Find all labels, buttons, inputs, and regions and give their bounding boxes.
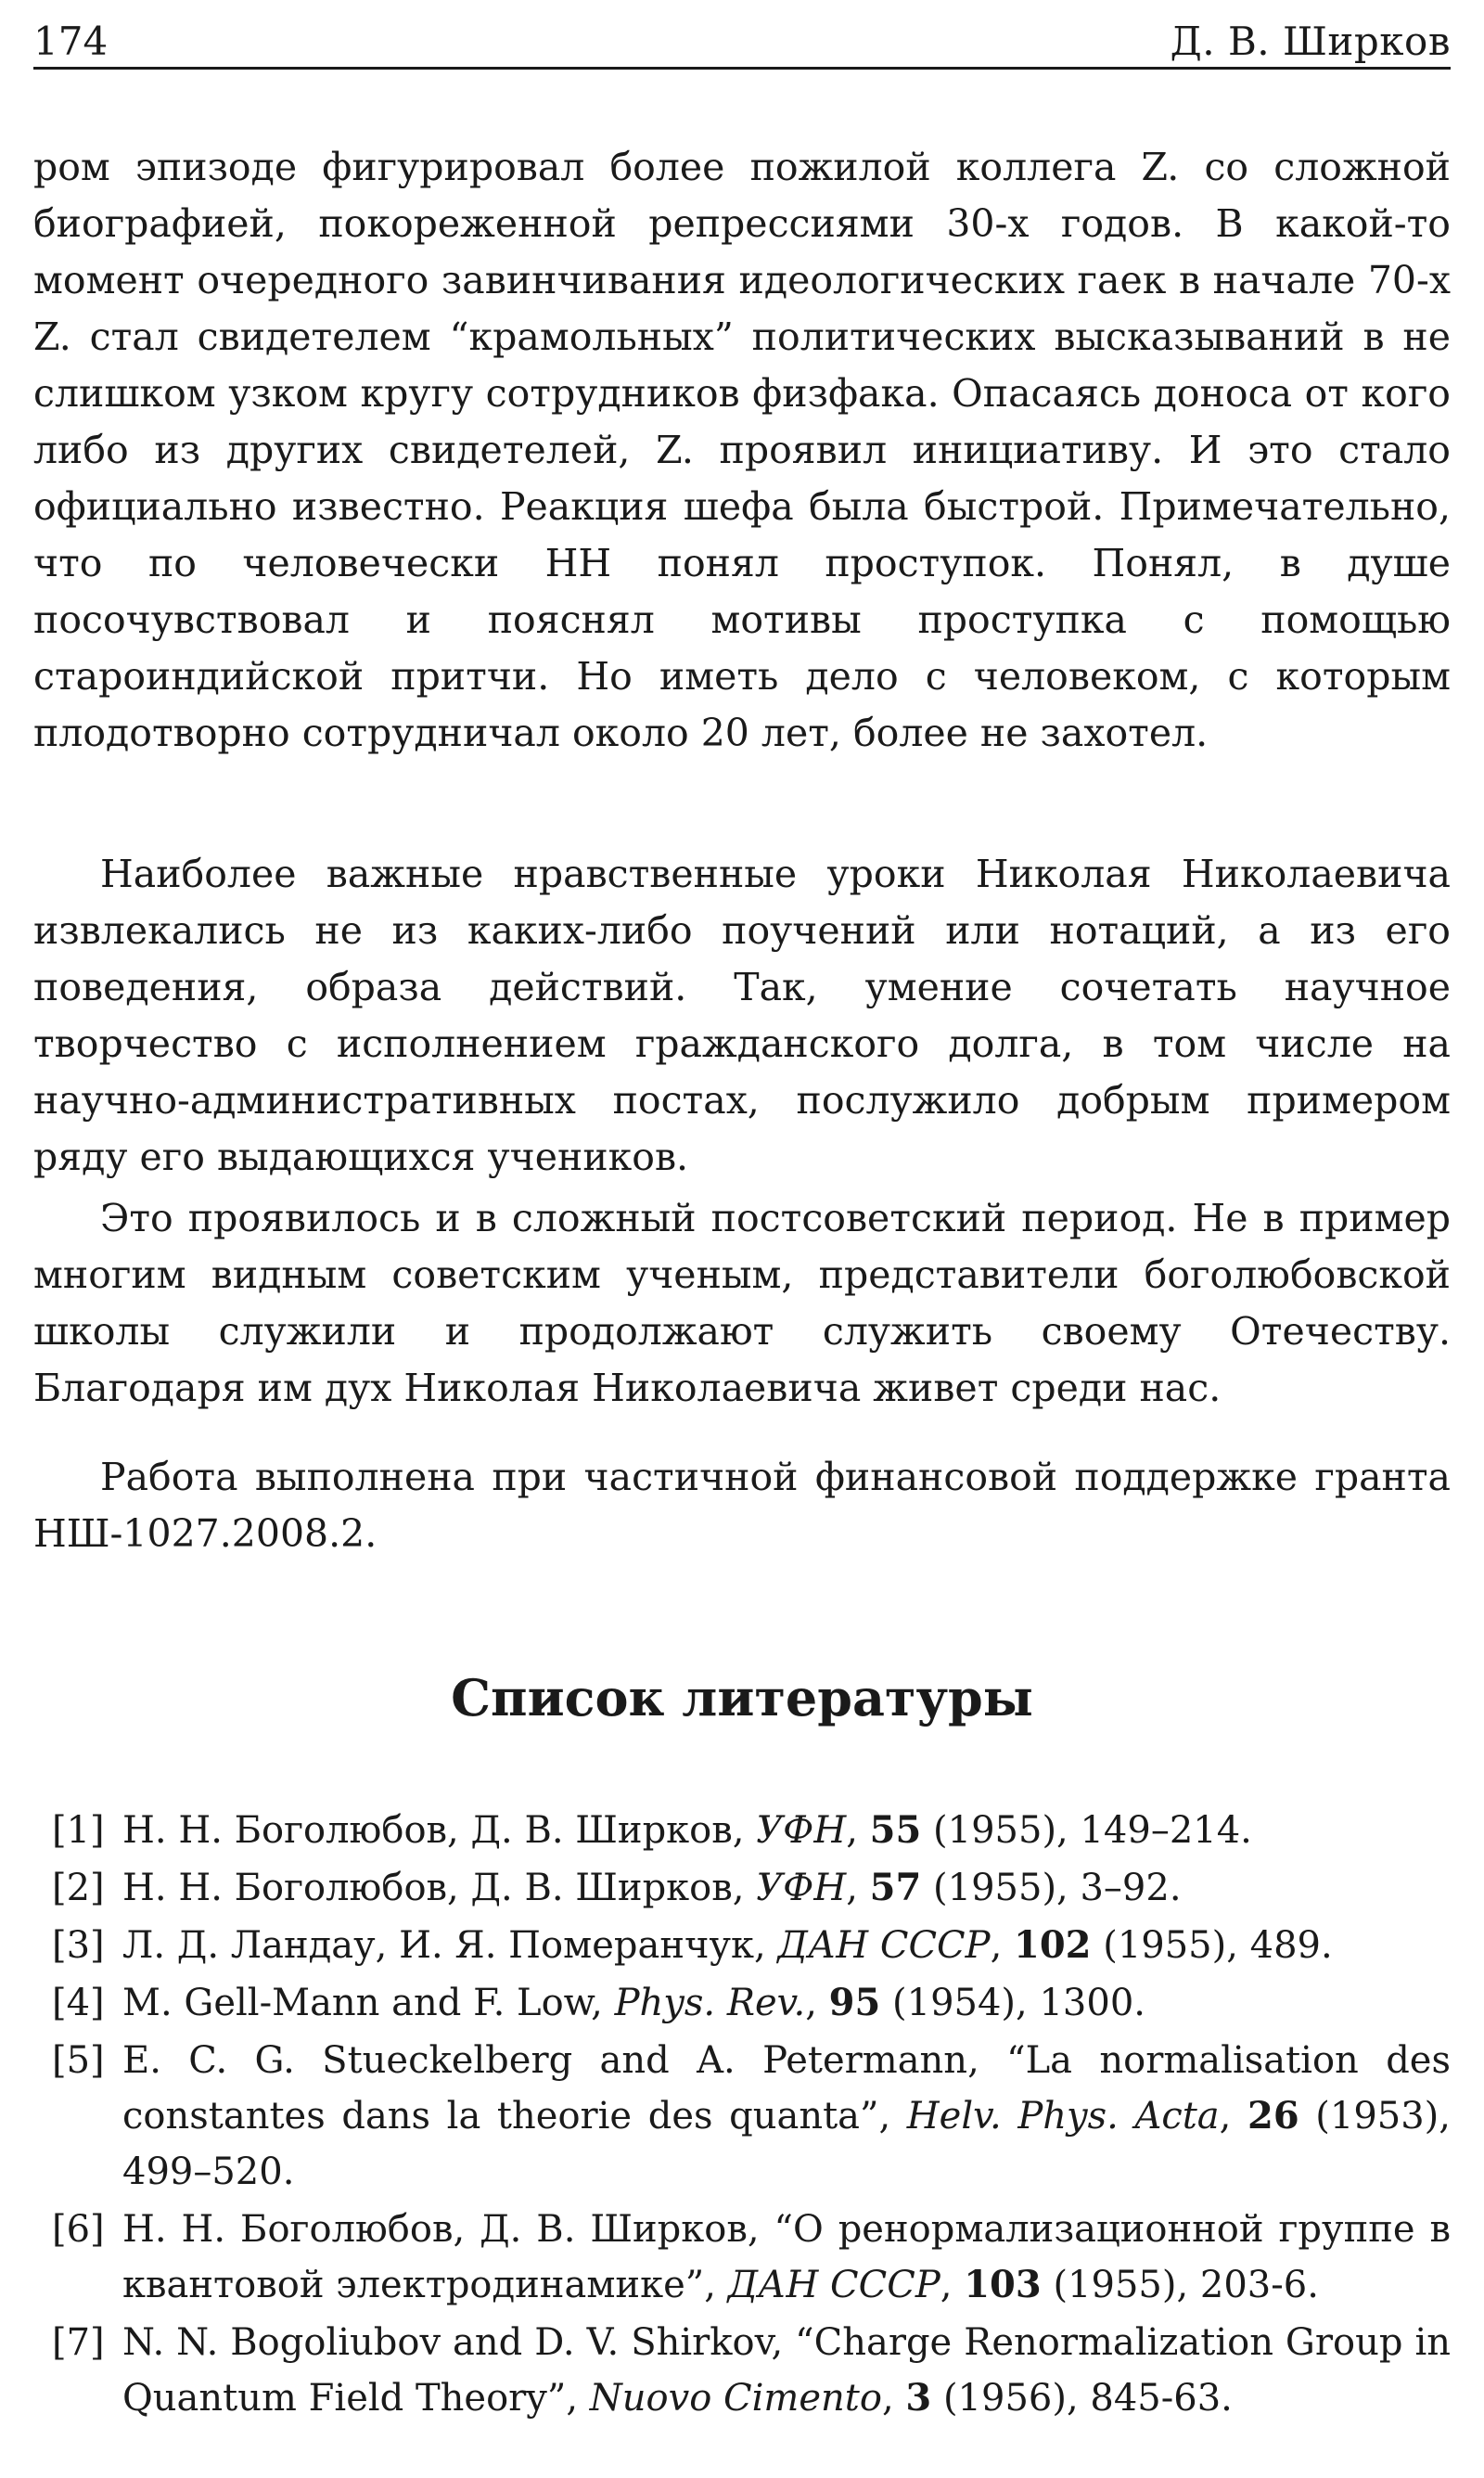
reference-year-pages: (1956), 845-63.: [942, 2377, 1233, 2420]
reference-journal: УФН: [756, 1809, 847, 1852]
reference-journal: Phys. Rev.: [614, 1982, 806, 2024]
reference-item: [5] E. C. G. Stueckelberg and A. Petermann, “La normalisation des constantes dans la theorie des quanta”, Helv. Phys. Acta, 26 (1953), 499–520.: [33, 2033, 1451, 2200]
running-header: [33, 13, 1451, 70]
reference-volume: 26: [1247, 2094, 1299, 2138]
reference-year-pages: (1954), 1300.: [892, 1982, 1145, 2024]
reference-number: [1]: [52, 1809, 105, 1852]
paragraph-text: Это проявилось и в сложный постсоветский период. Не в пример многим видным советским ученым, представители боголюбовской школы служили и продолжают служить своему Отечеству. Благодаря им дух Николая Николаевича живет среди нас.: [33, 1196, 1451, 1410]
paragraph-text: Работа выполнена при частичной финансовой поддержке гранта НШ-1027.2008.2.: [33, 1455, 1451, 1556]
reference-item: [1] Н. Н. Боголюбов, Д. В. Ширков, УФН, 55 (1955), 149–214.: [33, 1803, 1451, 1858]
paragraph-acknowledgment: [33, 1449, 1451, 1562]
reference-year-pages: (1953), 499–520.: [122, 2095, 1451, 2193]
reference-journal: ДАН СССР: [777, 1924, 991, 1967]
paragraph-moral-lessons: [33, 846, 1451, 1186]
reference-volume: 57: [869, 1866, 922, 1909]
reference-year-pages: (1955), 149–214.: [933, 1809, 1252, 1852]
paragraph-text: ром эпизоде фигурировал более пожилой коллега Z. со сложной биографией, покореженной репрессиями 30-х годов. В какой-то момент очередного завинчивания идеологических гаек в начале 70-х Z. стал свидетелем “крамольных” политических высказываний в не слишком узком кругу сотрудников физфака. Опасаясь доноса от кого либо из других свидетелей, Z. проявил инициативу. И это стало официально известно. Реакция шефа была быстрой. Примечательно, что по человечески НН понял проступок. Понял, в душе посочувствовал и пояснял мотивы проступка с помощью староиндийской притчи. Но иметь дело с человеком, с которым плодотворно сотрудничал около 20 лет, более не захотел.: [33, 145, 1451, 755]
reference-item: [3] Л. Д. Ландау, И. Я. Померанчук, ДАН СССР, 102 (1955), 489.: [33, 1918, 1451, 1973]
reference-number: [6]: [52, 2208, 105, 2251]
references-heading: Список литературы: [451, 1668, 1033, 1727]
paragraph-continued: [33, 139, 1451, 762]
references-list: [33, 1803, 1451, 2428]
reference-authors: Л. Д. Ландау, И. Я. Померанчук,: [122, 1924, 766, 1967]
reference-number: [3]: [52, 1924, 105, 1967]
page-number: 174: [33, 19, 109, 64]
reference-item: [6] Н. Н. Боголюбов, Д. В. Ширков, “О ренормализационной группе в квантовой электродинамике”, ДАН СССР, 103 (1955), 203-6.: [33, 2202, 1451, 2313]
reference-journal: ДАН СССР: [727, 2264, 940, 2306]
reference-volume: 3: [905, 2376, 932, 2420]
reference-volume: 95: [828, 1981, 881, 2024]
reference-journal: Helv. Phys. Acta: [906, 2095, 1220, 2138]
reference-item: [2] Н. Н. Боголюбов, Д. В. Ширков, УФН, 57 (1955), 3–92.: [33, 1860, 1451, 1916]
reference-volume: 55: [869, 1808, 922, 1852]
reference-year-pages: (1955), 489.: [1103, 1924, 1333, 1967]
reference-authors: E. C. G. Stueckelberg and A. Petermann,: [122, 2039, 979, 2082]
reference-number: [2]: [52, 1867, 105, 1909]
reference-authors: Н. Н. Боголюбов, Д. В. Ширков,: [122, 1809, 745, 1852]
reference-year-pages: (1955), 3–92.: [933, 1867, 1182, 1909]
reference-title: “О ренормализационной группе в квантовой электродинамике”,: [122, 2208, 1452, 2306]
reference-journal: УФН: [756, 1867, 847, 1909]
reference-number: [4]: [52, 1982, 105, 2024]
reference-volume: 103: [964, 2263, 1042, 2306]
reference-item: [7] N. N. Bogoliubov and D. V. Shirkov, “Charge Renormalization Group in Quantum Field Theory”, Nuovo Cimento, 3 (1956), 845-63.: [33, 2315, 1451, 2426]
running-author: Д. В. Ширков: [1170, 19, 1451, 64]
reference-item: [4] M. Gell-Mann and F. Low, Phys. Rev., 95 (1954), 1300.: [33, 1975, 1451, 2031]
reference-title: “La normalisation des constantes dans la theorie des quanta”,: [122, 2039, 1451, 2138]
reference-authors: M. Gell-Mann and F. Low,: [122, 1982, 603, 2024]
reference-journal: Nuovo Cimento: [589, 2377, 882, 2420]
reference-number: [5]: [52, 2039, 105, 2082]
paragraph-text: Наиболее важные нравственные уроки Николая Николаевича извлекались не из каких-либо поучений или нотаций, а из его поведения, образа действий. Так, умение сочетать научное творчество с исполнением гражданского долга, в том числе на научно-административных постах, послужило добрым примером ряду его выдающихся учеников.: [33, 852, 1451, 1179]
reference-authors: Н. Н. Боголюбов, Д. В. Ширков,: [122, 1867, 745, 1909]
reference-volume: 102: [1014, 1923, 1092, 1967]
reference-authors: N. N. Bogoliubov and D. V. Shirkov,: [122, 2321, 784, 2364]
reference-number: [7]: [52, 2321, 105, 2364]
reference-authors: Н. Н. Боголюбов, Д. В. Ширков,: [122, 2208, 760, 2251]
reference-title: “Charge Renormalization Group in Quantum Field Theory”,: [122, 2321, 1451, 2420]
paragraph-postsoviet: [33, 1190, 1451, 1417]
reference-year-pages: (1955), 203-6.: [1053, 2264, 1319, 2306]
